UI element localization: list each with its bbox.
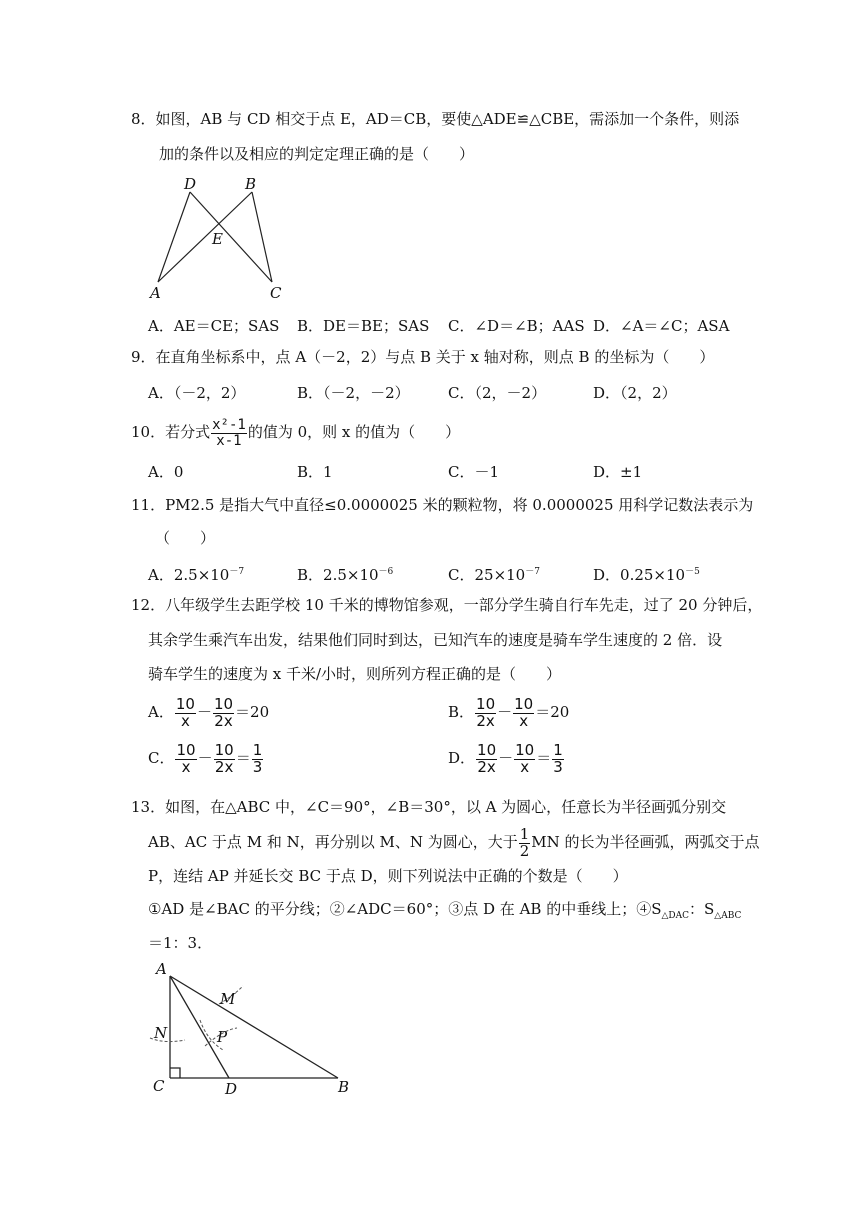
label-e: E [212, 230, 223, 248]
q9-option-b: B．（－2，－2） [297, 384, 410, 402]
q13-colon: ：S [689, 900, 715, 918]
q12-c-n1: 10 [176, 740, 196, 759]
q12-a-d1: x [180, 711, 190, 730]
q11-line2: （ ） [155, 529, 216, 547]
q12-a-frac1 [175, 694, 196, 730]
q12-line1: 12．八年级学生去距学校 10 千米的博物馆参观，一部分学生骑自行车先走，过了 20 分钟后， [131, 596, 763, 614]
q11-b-base: B．2.5×10 [297, 566, 379, 584]
q11-d-exp: －5 [685, 567, 700, 577]
q12-a-op: － [196, 703, 212, 721]
q12-d-n1: 10 [477, 740, 497, 759]
q9-text: 9．在直角坐标系中，点 A（－2，2）与点 B 关于 x 轴对称，则点 B 的坐标为（ ） [131, 348, 715, 366]
label-a: A [156, 960, 167, 978]
q8-number: 8． [131, 110, 156, 128]
q12-a-label: A． [148, 703, 174, 721]
q13-half-n: 1 [519, 824, 530, 843]
q10-text [131, 412, 460, 452]
label-p: P [217, 1028, 228, 1046]
q13-line2-pre: AB、AC 于点 M 和 N，再分别以 M、N 为圆心，大于 [148, 833, 518, 851]
segment-dc [190, 192, 272, 282]
q12-d-d1: 2x [477, 757, 496, 776]
q12-b-frac2 [513, 694, 534, 730]
label-m: M [220, 990, 236, 1008]
q12-option-a [148, 692, 269, 732]
q12-d-op: － [498, 749, 514, 767]
q12-d-frac1 [476, 740, 497, 776]
q12-c-label: C． [148, 749, 175, 767]
q12-b-n1: 10 [476, 694, 496, 713]
q12-d-d2: x [520, 757, 530, 776]
q10-pre: 10．若分式 [131, 423, 211, 441]
segment-bc [252, 192, 272, 282]
q12-option-b [448, 692, 569, 732]
q13-sub2: △ABC [714, 911, 742, 921]
q12-a-rhs: ＝20 [235, 703, 270, 721]
q10-option-d: D．±1 [593, 463, 643, 481]
q9-option-d: D．（2，2） [593, 384, 677, 402]
label-a: A [150, 284, 161, 302]
q12-c-frac3 [252, 740, 264, 776]
q12-c-op: － [197, 749, 213, 767]
label-b: B [338, 1078, 350, 1096]
q13-line1: 13．如图，在△ABC 中，∠C＝90°，∠B＝30°，以 A 为圆心，任意长为半径画弧分别交 [131, 798, 727, 816]
q12-c-frac1 [175, 740, 196, 776]
q11-a-exp: －7 [229, 567, 245, 577]
q10-fraction [211, 418, 247, 448]
q12-a-frac2 [213, 694, 234, 730]
q12-b-d2: x [519, 711, 529, 730]
q11-option-d [593, 561, 700, 586]
q8-option-a: A．AE＝CE；SAS [148, 317, 280, 335]
q8-line1 [131, 108, 739, 130]
q12-a-n2: 10 [213, 694, 234, 713]
q12-option-d [448, 738, 565, 778]
q11-b-exp: －6 [378, 567, 394, 577]
q11-option-c [448, 561, 540, 586]
q8-line2: 加的条件以及相应的判定定理正确的是（ ） [159, 145, 475, 163]
q12-d-rd: 3 [553, 757, 563, 776]
q12-b-n2: 10 [514, 694, 534, 713]
q12-c-n2: 10 [214, 740, 234, 759]
q8-option-c: C．∠D＝∠B；AAS [448, 317, 585, 335]
q13-line4 [148, 898, 741, 927]
q12-d-eq: ＝ [536, 749, 552, 767]
q12-d-rn: 1 [553, 740, 563, 759]
q8-figure [140, 172, 300, 302]
segment-ba [158, 192, 252, 282]
q12-c-rn: 1 [252, 740, 263, 759]
label-d: D [225, 1080, 238, 1098]
q13-line5: ＝1：3． [148, 934, 213, 952]
q10-option-a: A．0 [148, 463, 184, 481]
q11-option-a [148, 561, 244, 586]
q13-line2-post: MN 的长为半径画弧，两弧交于点 [531, 833, 760, 851]
q12-line2: 其余学生乘汽车出发，结果他们同时到达，已知汽车的速度是骑车学生速度的 2 倍．设 [148, 631, 723, 649]
q12-a-d2: 2x [214, 711, 233, 730]
segment-ab [170, 976, 338, 1078]
q8-text-1: 如图，AB 与 CD 相交于点 E，AD＝CB，要使△ADE≌△CBE，需添加一个条件，则添 [155, 110, 740, 128]
q12-d-frac3 [552, 740, 564, 776]
q12-option-c [148, 738, 264, 778]
q12-c-d1: x [181, 757, 191, 776]
q12-b-label: B． [448, 703, 475, 721]
q13-figure [145, 958, 365, 1098]
q11-c-exp: －7 [525, 567, 540, 577]
q12-c-rd: 3 [252, 757, 263, 776]
q10-post: 的值为 0，则 x 的值为（ ） [247, 423, 461, 441]
q13-half-frac [519, 824, 531, 860]
q12-c-frac2 [214, 740, 235, 776]
q12-c-d2: 2x [214, 757, 234, 776]
q12-line3: 骑车学生的速度为 x 千米/小时，则所列方程正确的是（ ） [148, 665, 562, 683]
q10-option-c: C．－1 [448, 463, 500, 481]
q12-d-frac2 [514, 740, 535, 776]
q10-option-b: B．1 [297, 463, 333, 481]
label-c: C [270, 284, 282, 302]
label-c: C [153, 1077, 165, 1095]
q12-b-op: － [497, 703, 513, 721]
q12-c-eq: ＝ [235, 749, 251, 767]
q11-d-base: D．0.25×10 [593, 566, 686, 584]
q12-a-n1: 10 [175, 694, 195, 713]
label-n: N [154, 1024, 168, 1042]
q13-line3: P，连结 AP 并延长交 BC 于点 D，则下列说法中正确的个数是（ ） [148, 867, 628, 885]
q11-line1: 11．PM2.5 是指大气中直径≤0.0000025 米的颗粒物，将 0.0000025 用科学记数法表示为 [131, 496, 754, 514]
q8-option-b: B．DE＝BE；SAS [297, 317, 430, 335]
q12-d-label: D． [448, 749, 476, 767]
q11-c-base: C．25×10 [448, 566, 526, 584]
q13-half-d: 2 [519, 841, 530, 860]
q13-sub1: △DAC [661, 911, 689, 921]
q9-option-a: A．（－2，2） [148, 384, 246, 402]
q12-b-frac1 [475, 694, 496, 730]
q11-option-b [297, 561, 393, 586]
q11-a-base: A．2.5×10 [148, 566, 230, 584]
q13-line2 [148, 822, 760, 862]
q10-numerator: x²-1 [212, 416, 246, 433]
right-angle-mark [170, 1068, 180, 1078]
q12-b-rhs: ＝20 [535, 703, 570, 721]
label-b: B [245, 175, 257, 193]
q8-option-d: D．∠A＝∠C；ASA [593, 317, 730, 335]
q13-line4-main: ①AD 是∠BAC 的平分线；②∠ADC＝60°；③点 D 在 AB 的中垂线上；④S [148, 900, 662, 918]
q10-denominator: x-1 [216, 432, 242, 449]
q9-option-c: C．（2，－2） [448, 384, 547, 402]
q12-b-d1: 2x [476, 711, 495, 730]
label-d: D [184, 175, 197, 193]
q12-d-n2: 10 [515, 740, 535, 759]
segment-da [158, 192, 190, 282]
